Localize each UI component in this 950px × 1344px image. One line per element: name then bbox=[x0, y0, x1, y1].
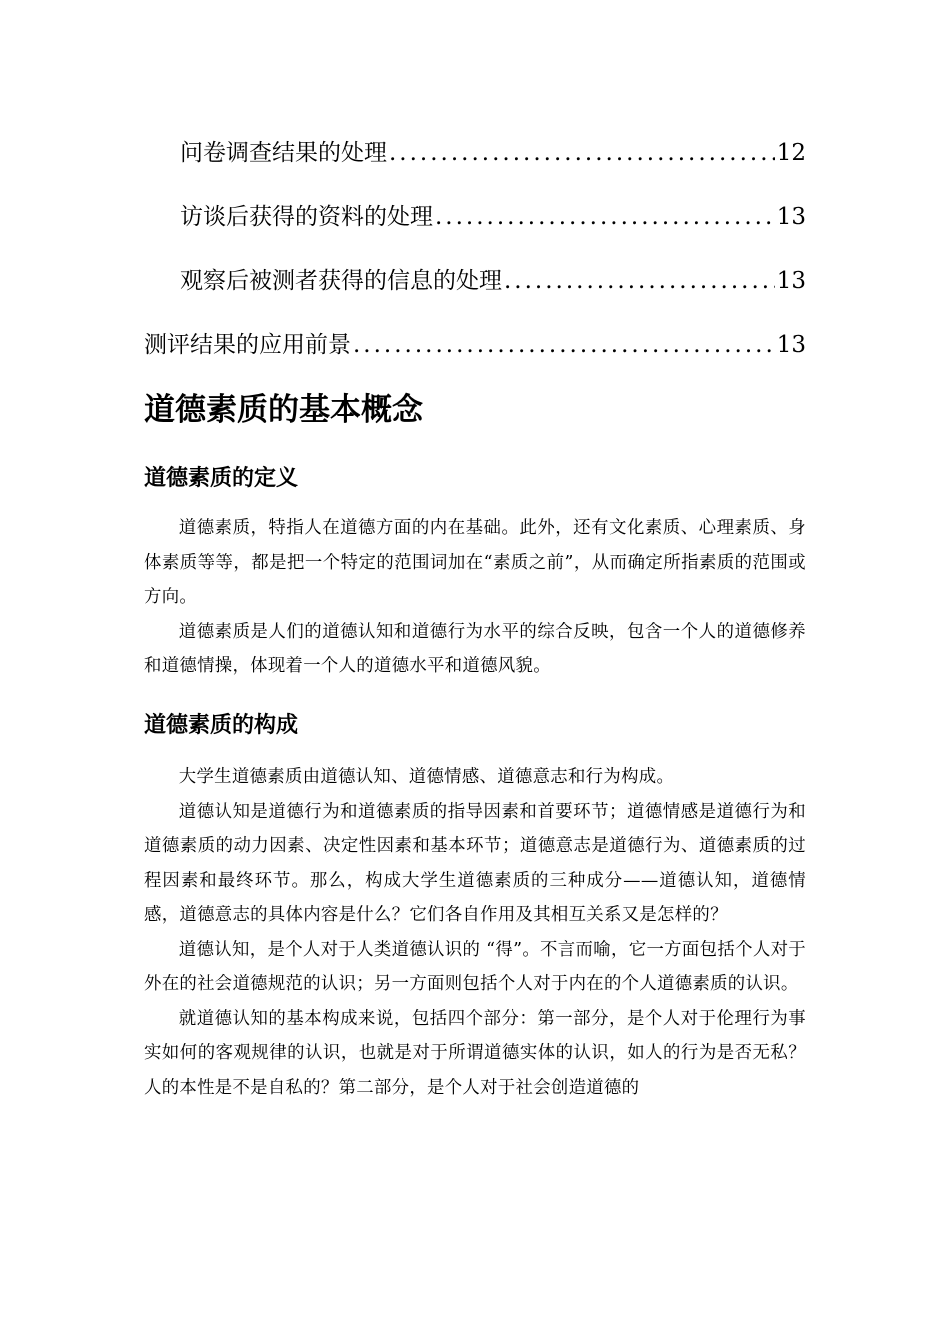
toc-dot-leader bbox=[389, 133, 775, 173]
toc-entry-title: 访谈后获得的资料的处理 bbox=[180, 204, 433, 230]
composition-heading: 道德素质的构成 bbox=[144, 713, 299, 738]
toc-page-number: 13 bbox=[776, 204, 806, 230]
toc-entry-title: 观察后被测者获得的信息的处理 bbox=[180, 268, 502, 294]
toc-page-number: 12 bbox=[776, 140, 806, 166]
paragraph: 道德认知是道德行为和道德素质的指导因素和首要环节；道德情感是道德行为和道德素质的动力因素、决定性因素和基本环节；道德意志是道德行为、道德素质的过程因素和最终环节。那么，构成大学生道德素质的三种成分——道德认知，道德情感，道德意志的具体内容是什么？它们各自作用及其相互关系又是怎样的？ bbox=[144, 801, 806, 925]
definition-body bbox=[144, 511, 806, 684]
toc-entry[interactable] bbox=[144, 325, 806, 389]
toc-page-number: 13 bbox=[776, 268, 806, 294]
paragraph: 大学生道德素质由道德认知、道德情感、道德意志和行为构成。 bbox=[178, 767, 675, 787]
paragraph: 道德认知，是个人对于人类道德认识的 “得”。不言而喻，它一方面包括个人对于外在的社会道德规范的认识；另一方面则包括个人对于内在的个人道德素质的认识。 bbox=[144, 939, 806, 994]
toc-entry[interactable] bbox=[144, 133, 806, 197]
toc-dot-leader bbox=[435, 197, 775, 237]
toc-dot-leader bbox=[504, 261, 775, 301]
toc-entry[interactable] bbox=[144, 197, 806, 261]
toc-entry[interactable] bbox=[144, 261, 806, 325]
toc-page-number: 13 bbox=[776, 332, 806, 358]
paragraph: 就道德认知的基本构成来说，包括四个部分：第一部分，是个人对于伦理行为事实如何的客观规律的认识，也就是对于所谓道德实体的认识，如人的行为是否无私？人的本性是不是自私的？第二部分，是个人对于社会创造道德的 bbox=[144, 1008, 806, 1098]
toc-dot-leader bbox=[353, 325, 775, 365]
definition-heading: 道德素质的定义 bbox=[144, 466, 299, 491]
composition-body bbox=[144, 760, 806, 1105]
paragraph: 道德素质，特指人在道德方面的内在基础。此外，还有文化素质、心理素质、身体素质等等，都是把一个特定的范围词加在“素质之前”，从而确定所指素质的范围或方向。 bbox=[144, 518, 806, 607]
table-of-contents bbox=[144, 133, 806, 389]
toc-entry-title: 测评结果的应用前景 bbox=[144, 332, 351, 358]
section-title: 道德素质的基本概念 bbox=[144, 392, 423, 428]
paragraph: 道德素质是人们的道德认知和道德行为水平的综合反映，包含一个人的道德修养和道德情操，体现着一个人的道德水平和道德风貌。 bbox=[144, 621, 806, 676]
toc-entry-title: 问卷调查结果的处理 bbox=[180, 140, 387, 166]
